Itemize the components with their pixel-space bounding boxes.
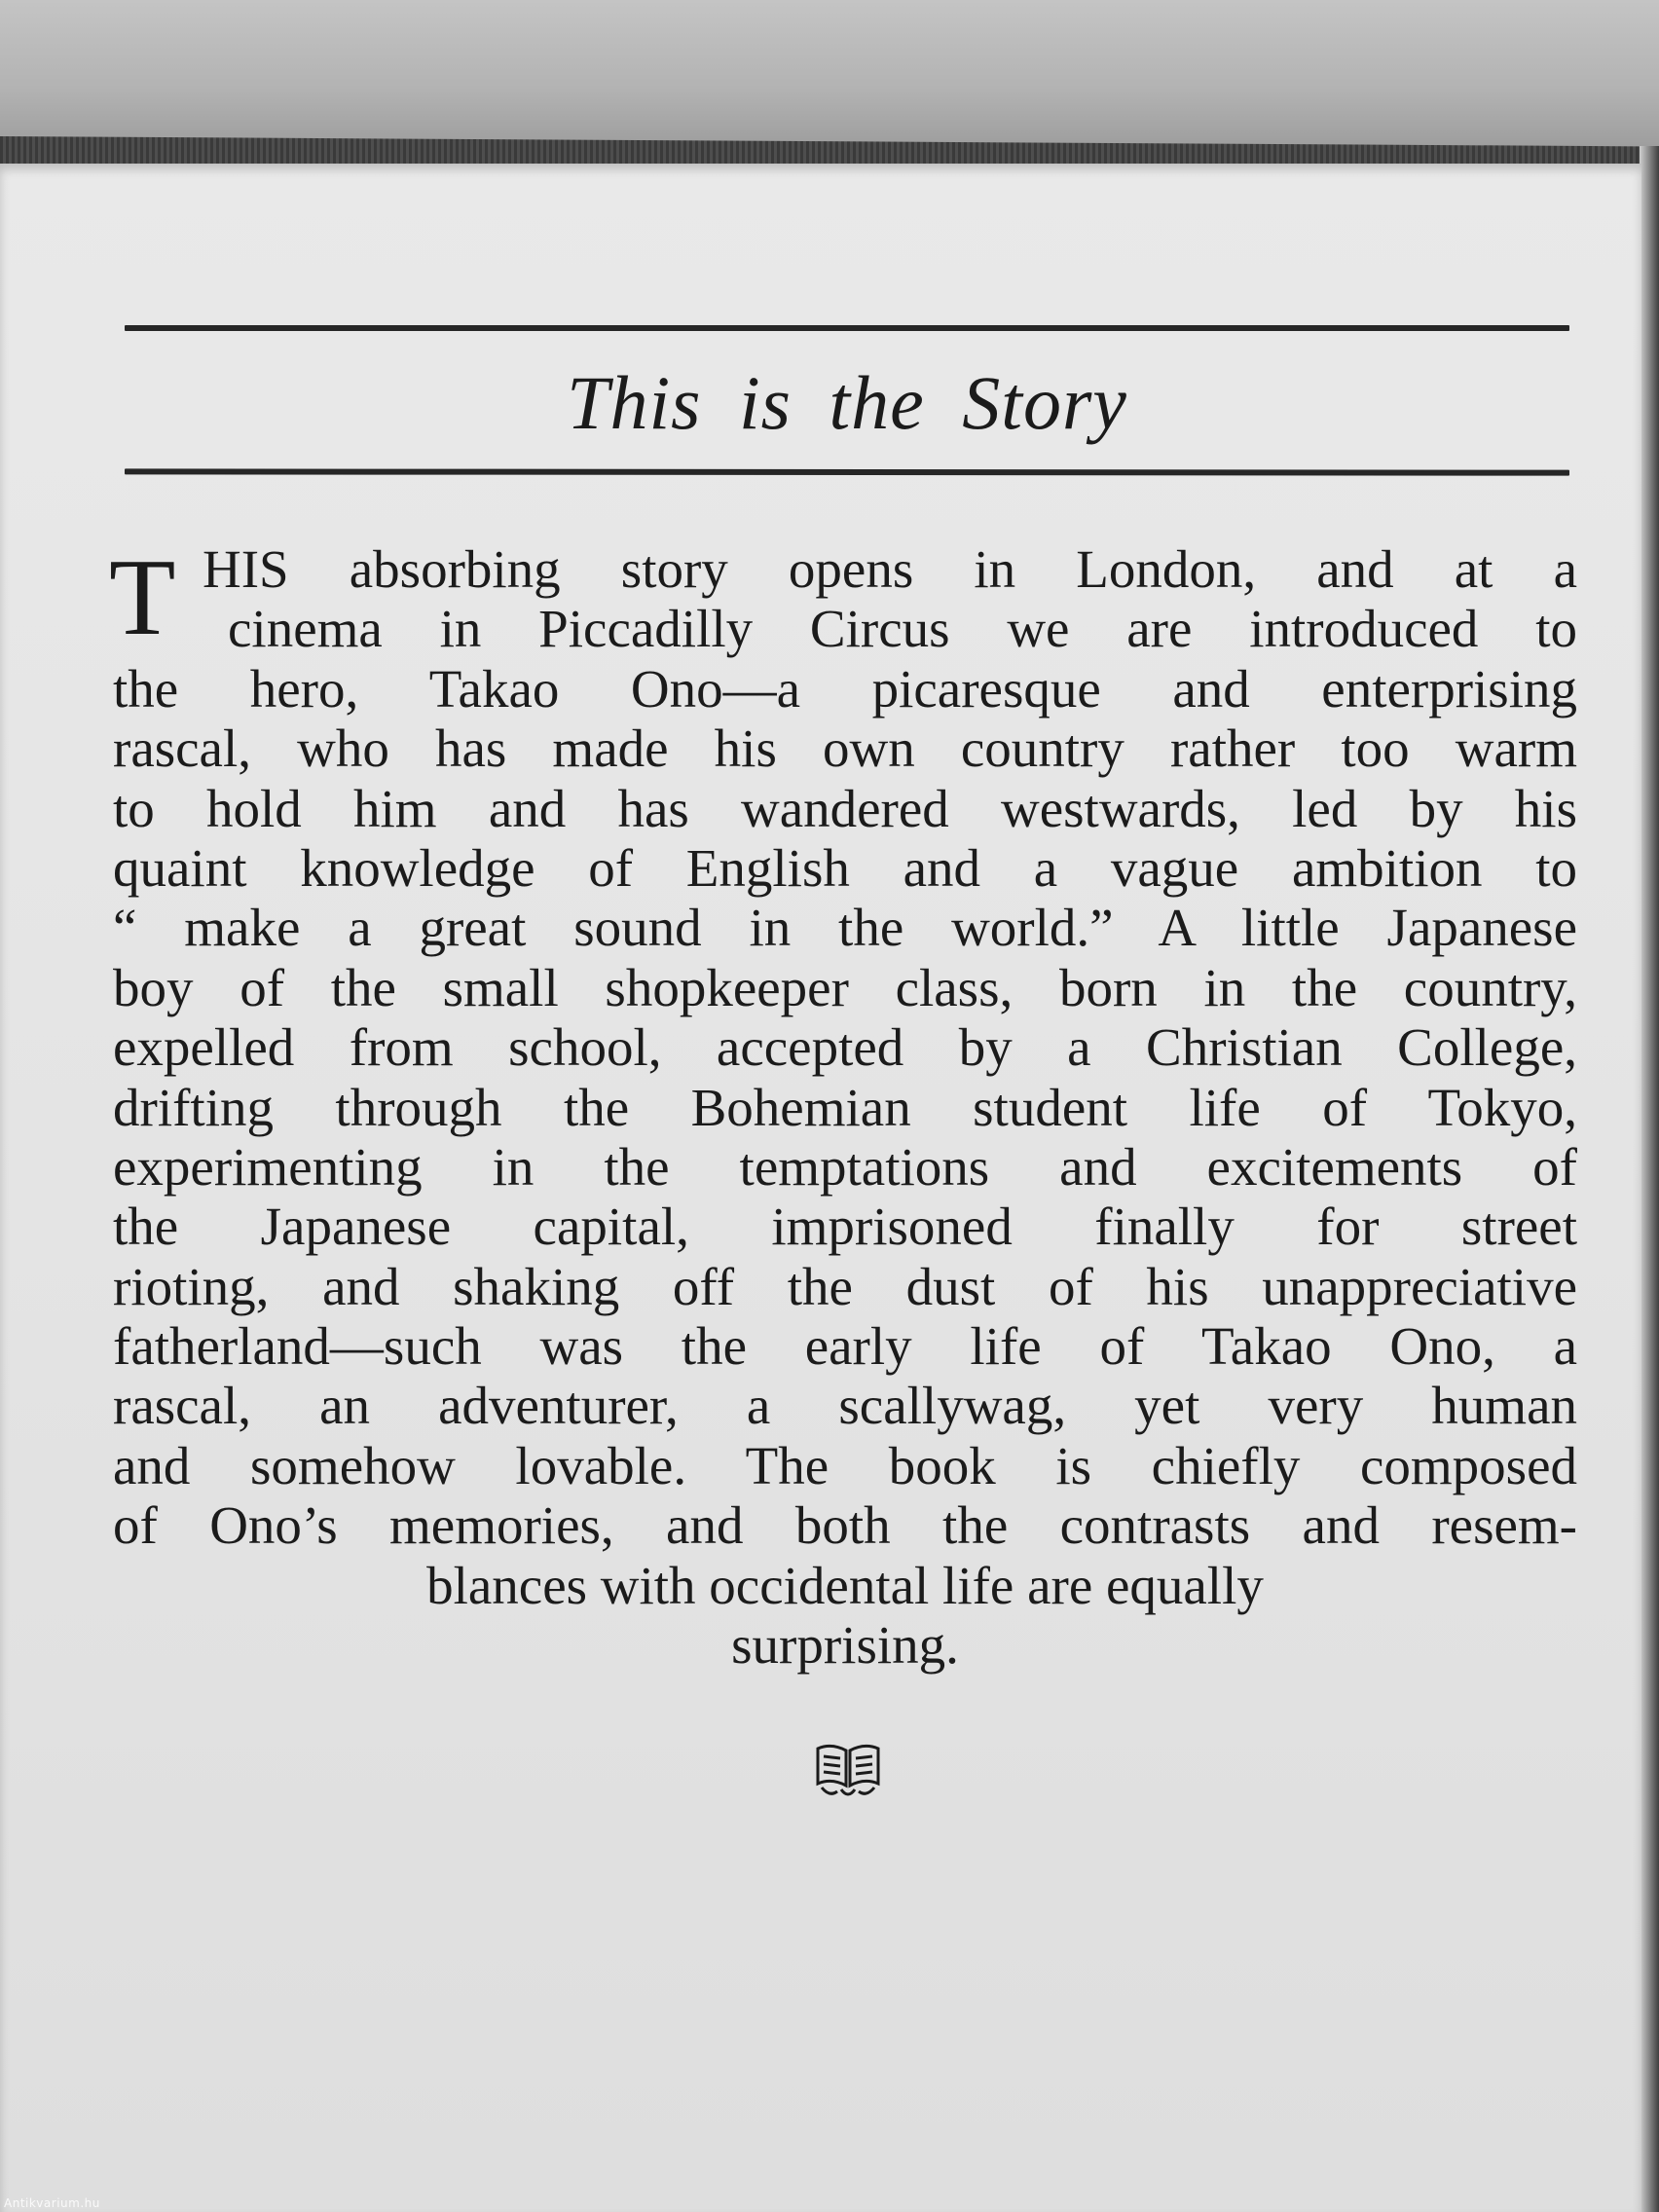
text-line: and somehow lovable. The book is chiefly composed: [113, 1435, 1577, 1495]
text-line: of Ono’s memories, and both the contrasts and resem-: [113, 1495, 1577, 1556]
printed-page: [0, 164, 1641, 2212]
open-book-icon: [812, 1741, 884, 1801]
text-line: experimenting in the temptations and excitements of: [113, 1136, 1577, 1197]
text-line: HIS absorbing story opens in London, and at a: [203, 539, 1577, 599]
text-line: “ make a great sound in the world.” A little Japanese: [113, 898, 1577, 958]
text-line: quaint knowledge of English and a vague ambition to: [113, 837, 1577, 898]
text-line: the Japanese capital, imprisoned finally for street: [113, 1197, 1577, 1257]
text-line: blances with occidental life are equally: [426, 1555, 1264, 1615]
page-heading: This is the Story: [567, 360, 1127, 445]
text-line: fatherland—such was the early life of Takao Ono, a: [113, 1316, 1577, 1377]
top-rule: [125, 325, 1569, 331]
text-line: cinema in Piccadilly Circus we are introduced to: [228, 599, 1577, 659]
drop-cap: T: [109, 537, 176, 658]
text-line: rioting, and shaking off the dust of his unappreciative: [113, 1256, 1577, 1316]
text-line: surprising.: [731, 1615, 959, 1676]
text-line: boy of the small shopkeeper class, born in the country,: [113, 957, 1577, 1017]
text-line: the hero, Takao Ono—a picaresque and enterprising: [113, 658, 1577, 719]
background-surface: [0, 0, 1659, 146]
bottom-rule: [125, 468, 1569, 475]
text-line: rascal, who has made his own country rather too warm: [113, 719, 1577, 779]
text-line: expelled from school, accepted by a Christian College,: [113, 1017, 1577, 1078]
text-line: rascal, an adventurer, a scallywag, yet very human: [113, 1376, 1577, 1436]
book-cover-side: [1640, 146, 1659, 2212]
text-line: to hold him and has wandered westwards, led by his: [113, 778, 1577, 838]
text-line: drifting through the Bohemian student life of Tokyo,: [113, 1077, 1577, 1137]
story-paragraph: [109, 537, 1577, 1676]
watermark: Antikvarium.hu: [4, 2196, 100, 2210]
